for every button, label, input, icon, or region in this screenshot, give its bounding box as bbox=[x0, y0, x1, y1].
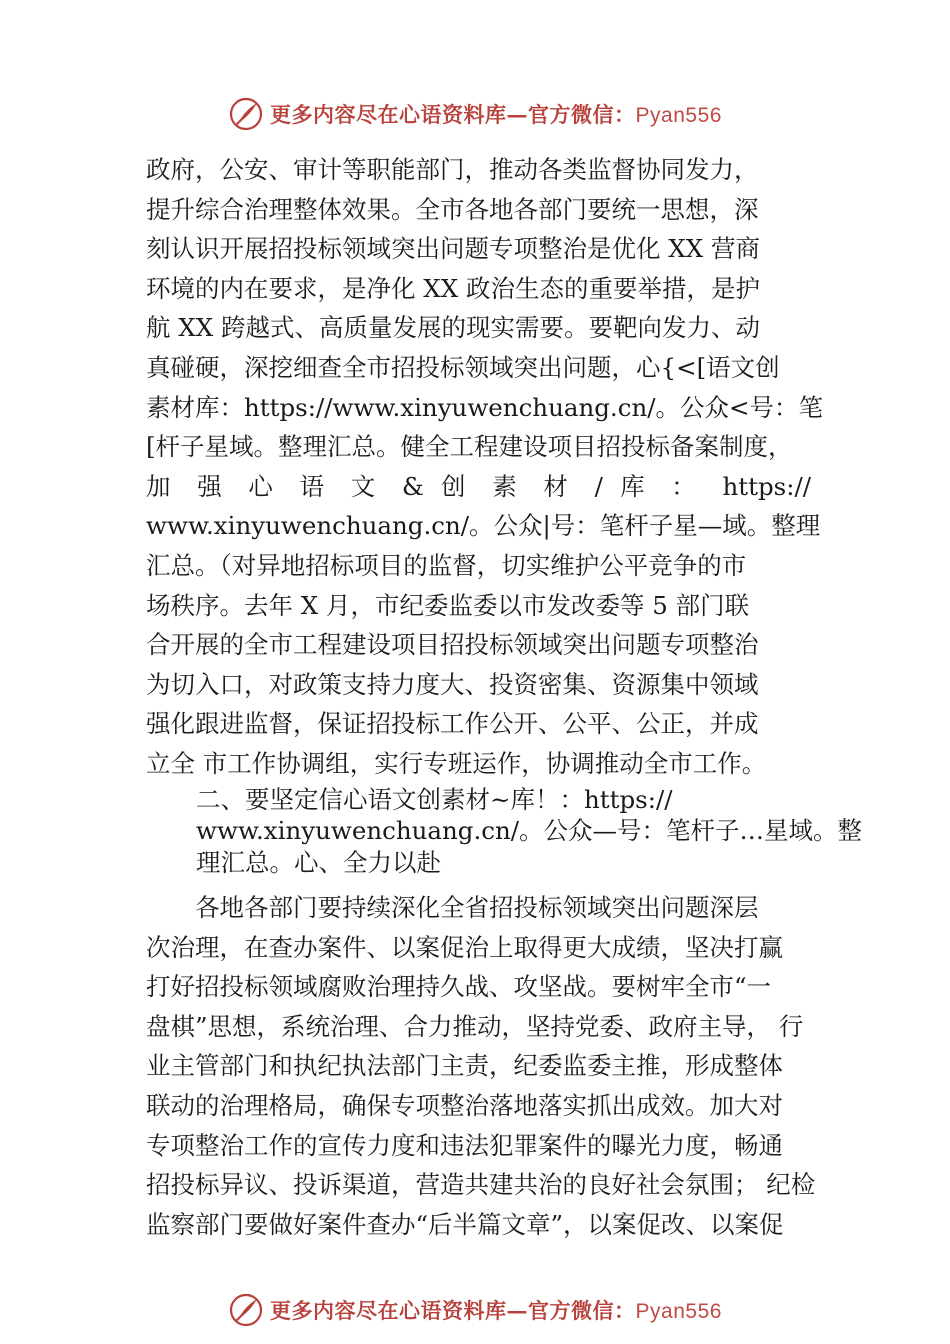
header-banner bbox=[0, 92, 950, 136]
text-line: 合开展的全市工程建设项目招投标领域突出问题专项整治 bbox=[146, 630, 759, 660]
text-line: 强化跟进监督，保证招投标工作公开、公平、公正，并成 bbox=[146, 709, 759, 739]
paragraph-2 bbox=[146, 888, 816, 1244]
text-line: 打好招投标领域腐败治理持久战、攻坚战。要树牢全市“一 bbox=[146, 972, 772, 1002]
text-line: www.xinyuwenchuang.cn/。公众|号：笔杆子星—域。整理 bbox=[146, 511, 821, 541]
footer-wechat-id: Pyan556 bbox=[635, 1300, 722, 1323]
footer-banner-title: 更多内容尽在心语资料库—官方微信： bbox=[270, 1298, 636, 1323]
footer-banner bbox=[0, 1288, 950, 1332]
text-line: 盘棋”思想，系统治理、合力推动，坚持党委、政府主导， 行 bbox=[146, 1011, 804, 1041]
text-line: 刻认识开展招投标领域突出问题专项整治是优化 XX 营商 bbox=[146, 234, 760, 264]
heading-line: 二、要坚定信心语文创素材~库！：https:// bbox=[196, 784, 673, 814]
text-line: 环境的内在要求，是净化 XX 政治生态的重要举措，是护 bbox=[146, 273, 760, 303]
heading-line: 理汇总。心、全力以赴 bbox=[196, 847, 441, 877]
quill-logo-icon bbox=[228, 96, 264, 132]
header-banner-text bbox=[270, 99, 722, 129]
text-line: 政府，公安、审计等职能部门，推动各类监督协同发力， bbox=[146, 155, 759, 184]
footer-banner-text bbox=[270, 1295, 722, 1325]
text-line: 汇总。（对异地招标项目的监督，切实维护公平竞争的市 bbox=[146, 550, 747, 580]
text-line: 真碰硬，深挖细查全市招投标领域突出问题，心{<[语文创 bbox=[146, 352, 780, 382]
text-line: 监察部门要做好案件查办“后半篇文章”，以案促改、以案促 bbox=[146, 1209, 784, 1239]
text-line: 提升综合治理整体效果。全市各地各部门要统一思想，深 bbox=[146, 194, 759, 224]
text-line: [杆子星域。整理汇总。健全工程建设项目招投标备案制度， bbox=[146, 432, 793, 462]
paragraph-1 bbox=[146, 150, 824, 784]
heading-line: www.xinyuwenchuang.cn/。公众—号：笔杆子…星域。整 bbox=[196, 816, 862, 845]
text-line: 加 强 心 语 文 & 创 素 材 / 库 ： https:// bbox=[146, 471, 811, 501]
text-line: 各地各部门要持续深化全省招投标领域突出问题深层 bbox=[146, 893, 759, 922]
section-heading bbox=[196, 784, 862, 879]
text-line: 次治理，在查办案件、以案促治上取得更大成绩，坚决打赢 bbox=[146, 932, 783, 962]
text-line: 招投标异议、投诉渠道，营造共建共治的良好社会氛围； 纪检 bbox=[146, 1170, 816, 1200]
text-line: 立全 市工作协调组，实行专班运作，协调推动全市工作。 bbox=[146, 748, 767, 778]
text-line: 专项整治工作的宣传力度和违法犯罪案件的曝光力度，畅通 bbox=[146, 1130, 783, 1160]
header-banner-title: 更多内容尽在心语资料库—官方微信： bbox=[270, 102, 636, 127]
text-line: 场秩序。去年 X 月，市纪委监委以市发改委等 5 部门联 bbox=[146, 590, 750, 620]
quill-logo-icon bbox=[228, 1292, 264, 1328]
text-line: 素材库：https://www.xinyuwenchuang.cn/。公众<号：笔 bbox=[146, 392, 824, 422]
text-line: 业主管部门和执纪执法部门主责，纪委监委主推，形成整体 bbox=[146, 1051, 783, 1081]
text-line: 为切入口，对政策支持力度大、投资密集、资源集中领域 bbox=[146, 669, 759, 699]
document-body bbox=[146, 150, 862, 1244]
text-line: 联动的治理格局，确保专项整治落地落实抓出成效。加大对 bbox=[146, 1090, 783, 1120]
header-wechat-id: Pyan556 bbox=[635, 104, 722, 127]
text-line: 航 XX 跨越式、高质量发展的现实需要。要靶向发力、动 bbox=[146, 313, 760, 343]
